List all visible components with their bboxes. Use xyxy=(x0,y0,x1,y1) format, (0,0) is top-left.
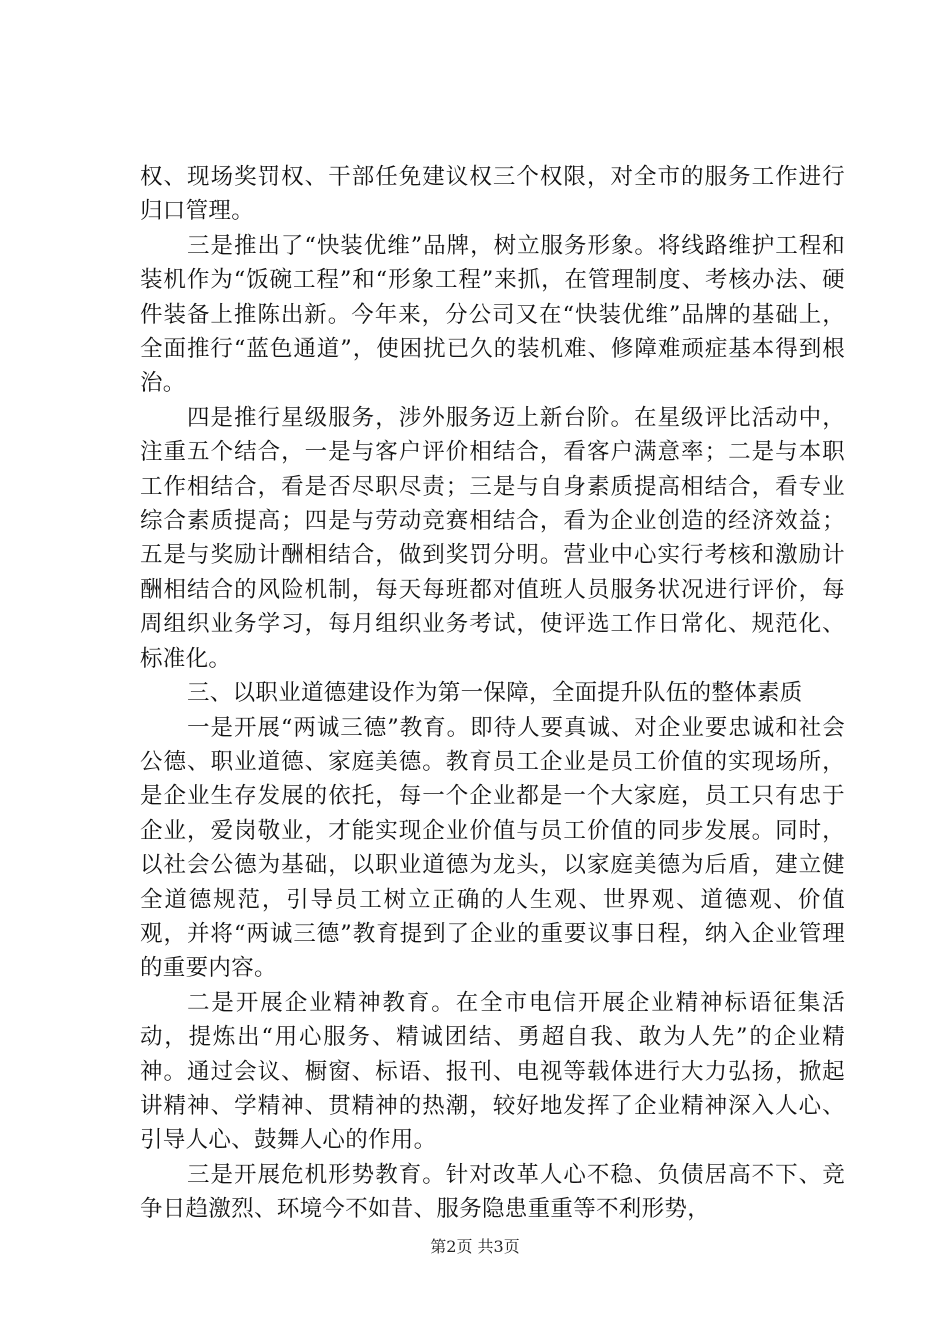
document-body xyxy=(140,160,845,1227)
section-heading: 三、以职业道德建设作为第一保障，全面提升队伍的整体素质 xyxy=(187,680,803,707)
paragraph-1: 权、现场奖罚权、干部任免建议权三个权限，对全市的服务工作进行归口管理。 xyxy=(140,164,845,225)
paragraph-7: 三是开展危机形势教育。针对改革人心不稳、负债居高不下、竞争日趋激烈、环境今不如昔、服务隐患重重等不利形势， xyxy=(140,1161,845,1223)
paragraph-3: 四是推行星级服务，涉外服务迈上新台阶。在星级评比活动中，注重五个结合，一是与客户评价相结合，看客户满意率；二是与本职工作相结合，看是否尽职尽责；三是与自身素质提高相结合，看专业综合素质提高；四是与劳动竞赛相结合，看为企业创造的经济效益；五是与奖励计酬相结合，做到奖罚分明。营业中心实行考核和激励计酬相结合的风险机制，每天每班都对值班人员服务状况进行评价，每周组织业务学习，每月组织业务考试，使评选工作日常化、规范化、标准化。 xyxy=(140,404,845,672)
paragraph-6: 二是开展企业精神教育。在全市电信开展企业精神标语征集活动，提炼出“用心服务、精诚团结、勇超自我、敢为人先”的企业精神。通过会议、橱窗、标语、报刊、电视等载体进行大力弘扬，掀起讲精神、学精神、贯精神的热潮，较好地发挥了企业精神深入人心、引导人心、鼓舞人心的作用。 xyxy=(140,989,845,1154)
paragraph-2: 三是推出了“快装优维”品牌，树立服务形象。将线路维护工程和装机作为“饭碗工程”和“形象工程”来抓，在管理制度、考核办法、硬件装备上推陈出新。今年来，分公司又在“快装优维”品牌的基础上，全面推行“蓝色通道”，使困扰已久的装机难、修障难顽症基本得到根治。 xyxy=(140,232,845,397)
page-number-footer: 第2页 共3页 xyxy=(430,1237,520,1256)
paragraph-5: 一是开展“两诚三德”教育。即待人要真诚、对企业要忠诚和社会公德、职业道德、家庭美德。教育员工企业是员工价值的实现场所，是企业生存发展的依托，每一个企业都是一个大家庭，员工只有忠于企业，爱岗敬业，才能实现企业价值与员工价值的同步发展。同时，以社会公德为基础，以职业道德为龙头，以家庭美德为后盾，建立健全道德规范，引导员工树立正确的人生观、世界观、道德观、价值观，并将“两诚三德”教育提到了企业的重要议事日程，纳入企业管理的重要内容。 xyxy=(140,714,845,982)
